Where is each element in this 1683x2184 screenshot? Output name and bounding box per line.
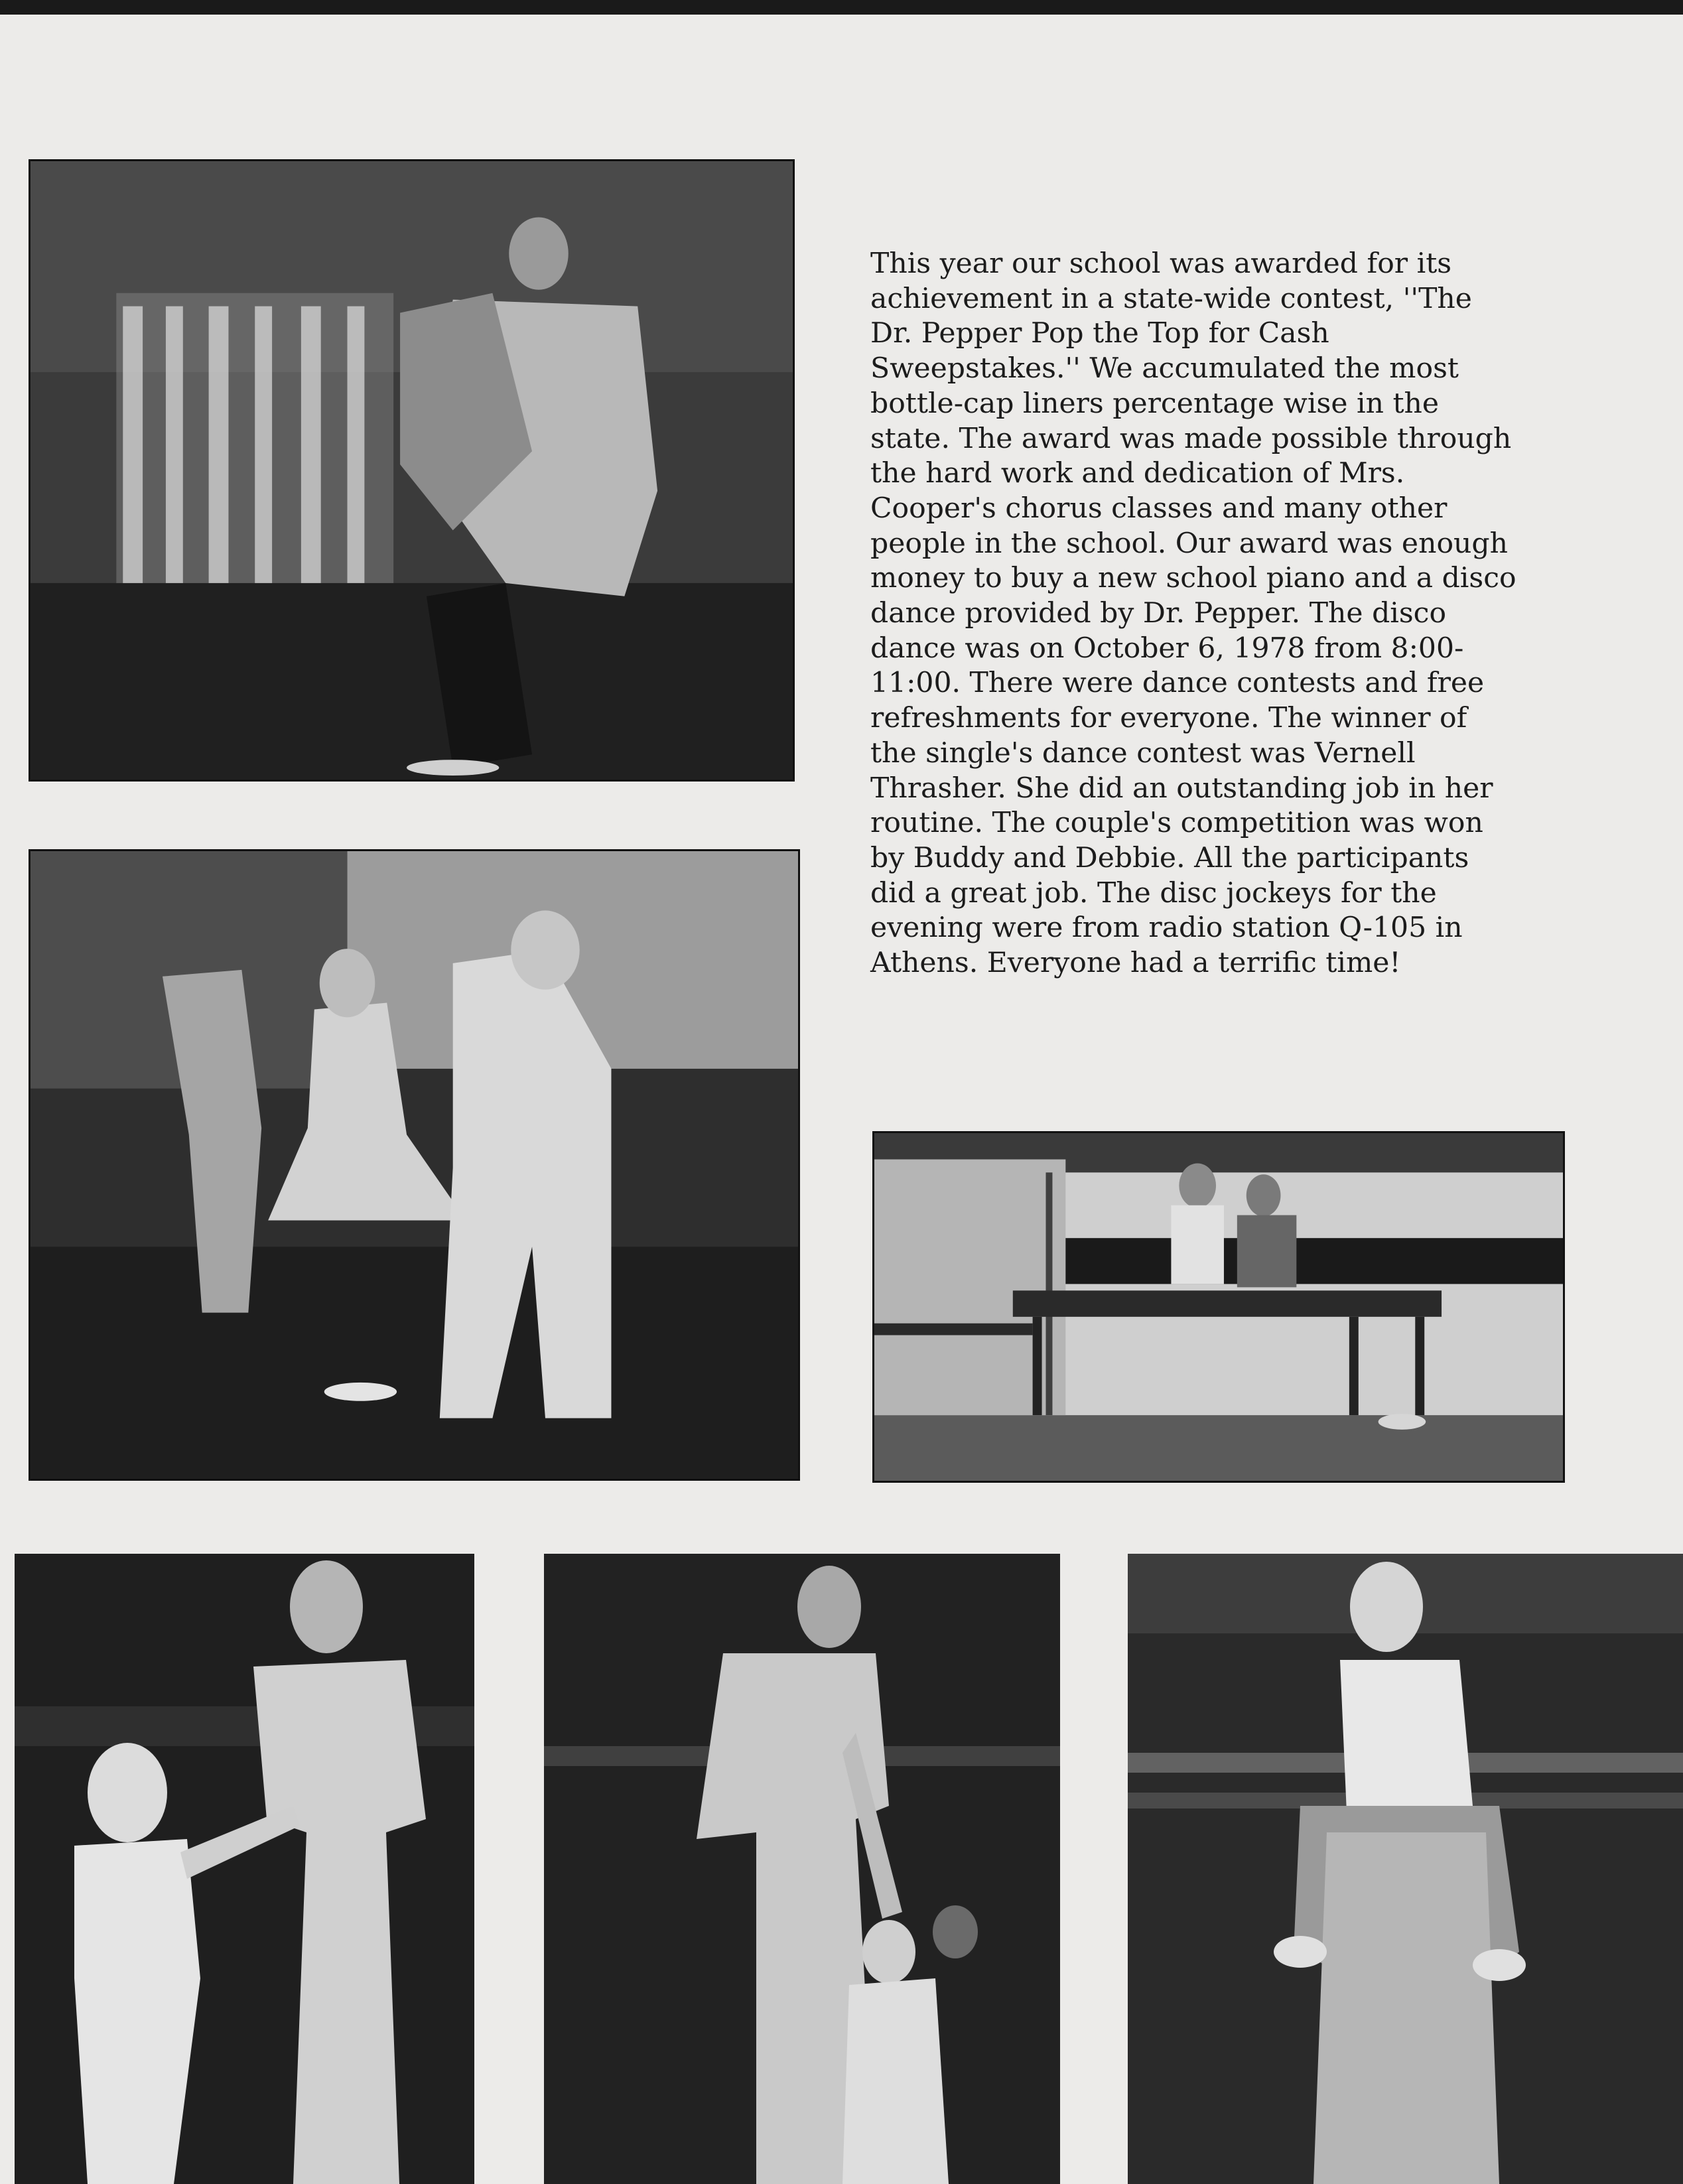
article-line: Sweepstakes.'' We accumulated the most — [870, 352, 1459, 385]
article-line: 11:00. There were dance contests and free — [870, 667, 1485, 700]
article-line: the hard work and dedication of Mrs. — [870, 457, 1405, 490]
article-line: the single's dance contest was Vernell — [870, 736, 1416, 770]
photo-dancer-pull-child-image — [544, 1554, 1060, 2184]
photo-dancer-pull-child — [544, 1554, 1060, 2184]
article-line: by Buddy and Debbie. All the participants — [870, 841, 1469, 874]
photo-couple-dance-spin — [29, 849, 800, 1481]
article-line: refreshments for everyone. The winner of — [870, 702, 1467, 735]
article-line: Athens. Everyone had a terrific time! — [870, 947, 1401, 980]
photo-piggyback-ride — [1128, 1554, 1683, 2184]
article-line: achievement in a state-wide contest, ''The — [870, 282, 1472, 315]
photo-dancers-hand-hold — [15, 1554, 474, 2184]
article-line: routine. The couple's competition was won — [870, 807, 1483, 840]
article-line: people in the school. Our award was enough — [870, 527, 1508, 560]
article-line: Dr. Pepper Pop the Top for Cash — [870, 317, 1329, 350]
photo-disc-jockeys-stage — [872, 1131, 1565, 1483]
article-line: state. The award was made possible through — [870, 422, 1512, 455]
page-edge-bar — [0, 0, 1683, 15]
article-line: money to buy a new school piano and a disco — [870, 562, 1516, 595]
article-line: dance was on October 6, 1978 from 8:00- — [870, 632, 1464, 665]
article-text — [870, 247, 1574, 981]
article-line: Cooper's chorus classes and many other — [870, 492, 1447, 525]
photo-piggyback-ride-image — [1128, 1554, 1683, 2184]
article-line: Thrasher. She did an outstanding job in her — [870, 772, 1493, 805]
article-line: dance provided by Dr. Pepper. The disco — [870, 597, 1447, 630]
photo-couple-dance-lift — [29, 159, 795, 782]
photo-disc-jockeys-stage-image — [874, 1133, 1563, 1481]
article-line: bottle-cap liners percentage wise in the — [870, 387, 1440, 420]
article-line: did a great job. The disc jockeys for the — [870, 876, 1437, 910]
photo-couple-dance-lift-image — [31, 161, 793, 780]
photo-couple-dance-spin-image — [31, 851, 798, 1479]
photo-dancers-hand-hold-image — [15, 1554, 474, 2184]
article-line: This year our school was awarded for its — [870, 247, 1452, 280]
article-line: evening were from radio station Q-105 in — [870, 912, 1463, 945]
